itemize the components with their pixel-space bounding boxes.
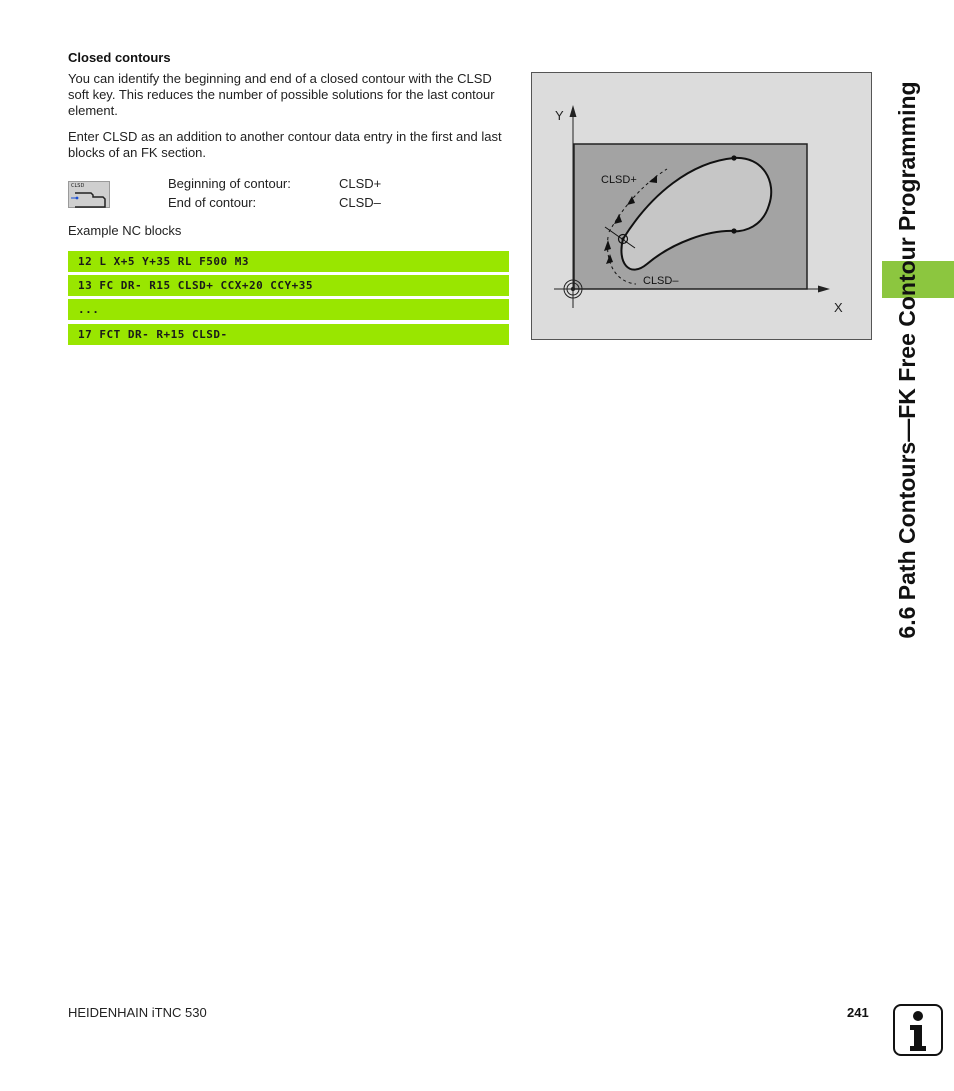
info-icon (893, 1004, 943, 1056)
clsd-plus-label: CLSD+ (601, 174, 637, 186)
example-label: Example NC blocks (68, 223, 182, 238)
softkey-label: CLSD (71, 183, 85, 189)
chapter-title-text: 6.6 Path Contours—FK Free Contour Programming (894, 81, 920, 639)
param-key-start: Beginning of contour: (168, 176, 291, 191)
y-axis-label: Y (555, 108, 564, 123)
contour-point (731, 228, 736, 233)
x-axis-label: X (834, 300, 843, 315)
clsd-softkey-icon (68, 181, 110, 208)
clsd-minus-label: CLSD– (643, 275, 679, 287)
contour-point (731, 155, 736, 160)
closed-contour-figure (531, 72, 872, 340)
nc-block: 12 L X+5 Y+35 RL F500 M3 (68, 251, 509, 272)
param-value-end: CLSD– (339, 195, 381, 210)
origin-icon (564, 280, 582, 298)
section-heading: Closed contours (68, 50, 171, 65)
nc-block: 17 FCT DR- R+15 CLSD- (68, 324, 509, 345)
nc-block: 13 FC DR- R15 CLSD+ CCX+20 CCY+35 (68, 275, 509, 296)
param-value-start: CLSD+ (339, 176, 382, 191)
param-key-end: End of contour: (168, 195, 257, 210)
page-number: 241 (847, 1005, 869, 1020)
footer-product: HEIDENHAIN iTNC 530 (68, 1005, 207, 1020)
usage-paragraph: Enter CLSD as an addition to another contour data entry in the first and last blocks of an FK section. (68, 129, 502, 160)
intro-paragraph: You can identify the beginning and end of a closed contour with the CLSD soft key. This reduces the number of possible solutions for the last contour element. (68, 71, 495, 118)
nc-block: ... (68, 299, 509, 320)
